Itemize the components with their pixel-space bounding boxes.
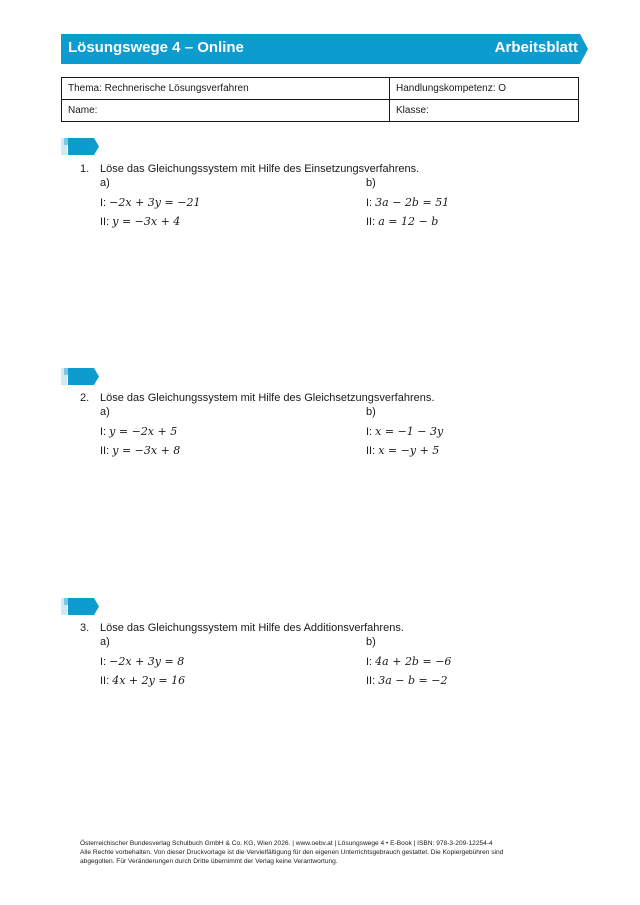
equation-1: I: 4a + 2b = −6 (366, 655, 452, 668)
info-table (61, 77, 579, 122)
name-field[interactable]: Name: (62, 100, 390, 122)
equation-2-math: a = 12 − b (378, 215, 439, 228)
subtask-b (366, 177, 449, 232)
equation-1-math: −2x + 3y = 8 (109, 655, 185, 668)
footer-line-2: Alle Rechte vorbehalten. Von dieser Druckvorlage ist die Vervielfältigung für den eigenen Unterrichtsgebrauch gestattet. Die Kopiergebühren sind (80, 849, 504, 856)
equation-1: I: y = −2x + 5 (100, 425, 178, 438)
equation-1: I: −2x + 3y = −21 (100, 196, 201, 209)
equation-2-math: y = −3x + 8 (112, 444, 181, 457)
equation-1-math: y = −2x + 5 (109, 425, 178, 438)
subtask-a (100, 406, 180, 461)
equation-1-math: 3a − 2b = 51 (375, 196, 450, 209)
subtask-label: b) (366, 406, 376, 418)
task-marker-icon (61, 368, 99, 385)
klasse-field[interactable]: Klasse: (390, 100, 579, 122)
equation-2-math: x = −y + 5 (378, 444, 440, 457)
header-banner (61, 34, 588, 64)
task-marker-icon (61, 598, 99, 615)
equation-2: II: 3a − b = −2 (366, 674, 448, 687)
task-instruction: Löse das Gleichungssystem mit Hilfe des Gleichsetzungsverfahrens. (100, 392, 435, 404)
equation-1-math: −2x + 3y = −21 (109, 196, 201, 209)
subtask-label: a) (100, 636, 110, 648)
header-title: Lösungswege 4 – Online (68, 39, 244, 56)
task-instruction: Löse das Gleichungssystem mit Hilfe des Additionsverfahrens. (100, 622, 404, 634)
task-number: 2. (80, 392, 90, 404)
thema-cell: Thema: Rechnerische Lösungsverfahren (62, 78, 390, 100)
equation-2: II: x = −y + 5 (366, 444, 440, 457)
subtask-b (366, 406, 443, 461)
equation-1: I: 3a − 2b = 51 (366, 196, 450, 209)
subtask-label: b) (366, 177, 376, 189)
equation-2: II: a = 12 − b (366, 215, 439, 228)
kompetenz-cell: Handlungskompetenz: O (390, 78, 579, 100)
footer-line-3: abgegolten. Für Veränderungen durch Dritte übernimmt der Verlag keine Verantwortung. (80, 858, 338, 865)
header-doc-type: Arbeitsblatt (494, 39, 578, 56)
task-number: 3. (80, 622, 90, 634)
subtask-label: a) (100, 177, 110, 189)
subtask-a (100, 636, 185, 691)
equation-2: II: y = −3x + 8 (100, 444, 181, 457)
subtask-label: b) (366, 636, 376, 648)
task-marker-icon (61, 138, 99, 155)
equation-1: I: −2x + 3y = 8 (100, 655, 185, 668)
equation-2: II: 4x + 2y = 16 (100, 674, 186, 687)
footer (80, 839, 560, 866)
task-instruction: Löse das Gleichungssystem mit Hilfe des Einsetzungsverfahrens. (100, 163, 420, 175)
equation-2: II: y = −3x + 4 (100, 215, 181, 228)
equation-2-math: 4x + 2y = 16 (112, 674, 186, 687)
equation-2-math: 3a − b = −2 (378, 674, 448, 687)
equation-1-math: x = −1 − 3y (375, 425, 444, 438)
task-number: 1. (80, 163, 90, 175)
subtask-label: a) (100, 406, 110, 418)
subtask-b (366, 636, 451, 691)
equation-2-math: y = −3x + 4 (112, 215, 181, 228)
subtask-a (100, 177, 200, 232)
equation-1-math: 4a + 2b = −6 (375, 655, 452, 668)
footer-line-1: Österreichischer Bundesverlag Schulbuch GmbH & Co. KG, Wien 2026. | www.oebv.at | Lösungswege 4 • E-Book | ISBN: 978-3-209-12254-4 (80, 840, 493, 847)
equation-1: I: x = −1 − 3y (366, 425, 444, 438)
